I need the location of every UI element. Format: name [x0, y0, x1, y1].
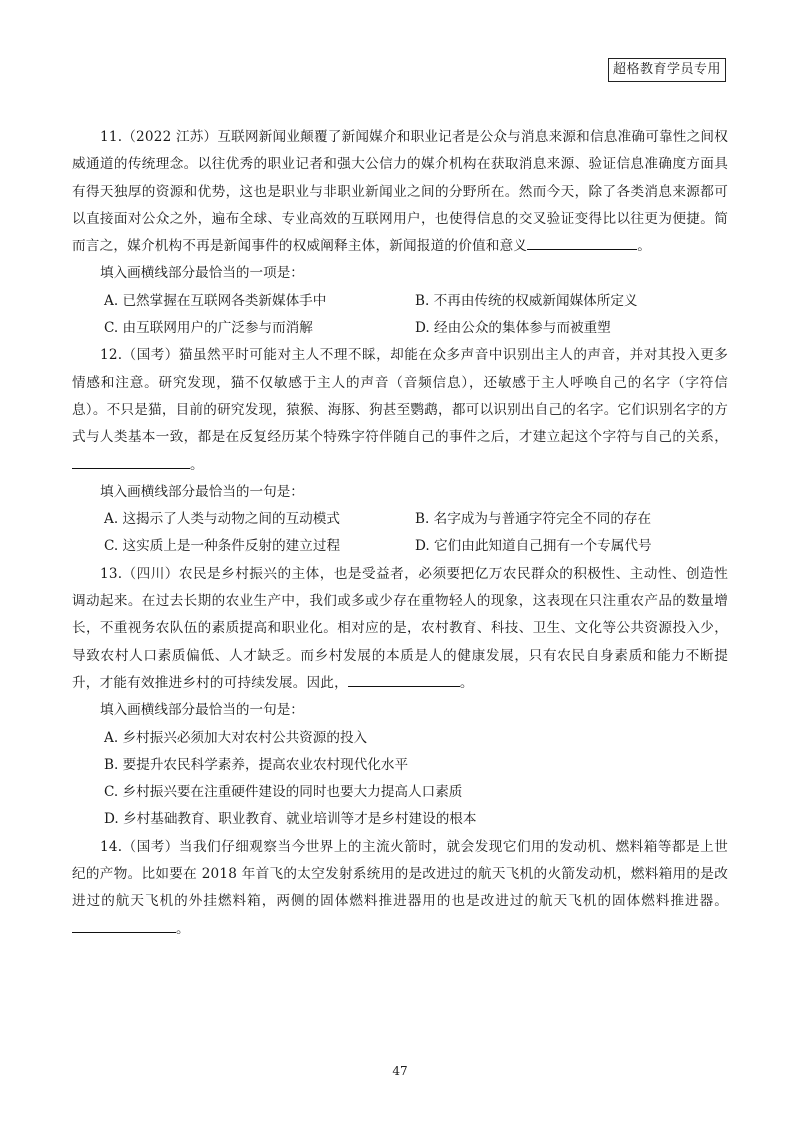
question-prompt: 填入画横线部分最恰当的一项是： [100, 265, 304, 282]
options-row [72, 533, 728, 560]
option-b: B. 要提升农民科学素养，提高农业农村现代化水平 [104, 756, 409, 773]
option-b: B. 名字成为与普通字符完全不同的存在 [415, 511, 652, 528]
stem-text: 14.（国考）当我们仔细观察当今世界上的主流火箭时，就会发现它们用的发动机、燃料箱等都是上世纪的产物。比如要在 2018 年首飞的太空发射系统用的是改进过的航天飞机的火箭发动机，燃料箱用的是改进过的航天飞机的外挂燃料箱，两侧的固体燃料推进器用的也是改进过的航天飞机的固体燃料推进器。 [72, 838, 728, 910]
question-13 [72, 561, 728, 834]
option-a: A. 这揭示了人类与动物之间的互动模式 [104, 511, 340, 528]
options-row [72, 288, 728, 315]
stem-text: 12.（国考）猫虽然平时可能对主人不理不睬，却能在众多声音中识别出主人的声音，并对其投入更多情感和注意。研究发现，猫不仅敏感于主人的声音（音频信息），还敏感于主人呼唤自己的名字（字符信息）。不只是猫，目前的研究发现，猿猴、海豚、狗甚至鹦鹉，都可以识别出自己的名字。它们识别名字的方式与人类基本一致，都是在反复经历某个特殊字符伴随自己的事件之后，才建立起这个字符与自己的关系， [72, 347, 728, 446]
answer-blank [348, 672, 460, 687]
option-c: C. 由互联网用户的广泛参与而消解 [104, 320, 313, 337]
question-prompt: 填入画横线部分最恰当的一句是： [100, 483, 304, 500]
page-number: 47 [392, 1064, 408, 1078]
stem-end: 。 [637, 238, 651, 255]
page-content [72, 124, 728, 943]
option-c: C. 这实质上是一种条件反射的建立过程 [104, 538, 341, 555]
stem-end: 。 [176, 920, 190, 937]
stem-end: 。 [459, 674, 474, 691]
question-stem [72, 561, 728, 697]
question-14 [72, 834, 728, 943]
option-a: A. 乡村振兴必须加大对农村公共资源的投入 [104, 729, 368, 746]
question-stem [72, 342, 728, 478]
question-prompt: 填入画横线部分最恰当的一句是： [100, 702, 304, 719]
answer-blank [72, 454, 190, 469]
option-b: B. 不再由传统的权威新闻媒体所定义 [415, 292, 638, 309]
stem-text: 11.（2022 江苏）互联网新闻业颠覆了新闻媒介和职业记者是公众与消息来源和信息准确可靠性之间权威通道的传统理念。以往优秀的职业记者和强大公信力的媒介机构在获取消息来源、验证信息准确度方面具有得天独厚的资源和优势，这也是职业与非职业新闻业之间的分野所在。然而今天，除了各类消息来源都可以直接面对公众之外，遍布全球、专业高效的互联网用户，也使得信息的交叉验证变得比以往更为便捷。简而言之，媒介机构不再是新闻事件的权威阐释主体，新闻报道的价值和意义 [72, 129, 728, 255]
question-12 [72, 342, 728, 560]
question-stem [72, 124, 728, 260]
question-11 [72, 124, 728, 342]
option-c: C. 乡村振兴要在注重硬件建设的同时也要大力提高人口素质 [104, 784, 463, 801]
option-d: D. 乡村基础教育、职业教育、就业培训等才是乡村建设的根本 [104, 811, 477, 828]
stem-text: 13.（四川）农民是乡村振兴的主体，也是受益者，必须要把亿万农民群众的积极性、主动性、创造性调动起来。在过去长期的农业生产中，我们或多或少存在重物轻人的现象，这表现在只注重农产品的数量增长，不重视务农队伍的素质提高和职业化。相对应的是，农村教育、科技、卫生、文化等公共资源投入少，导致农村人口素质偏低、人才缺乏。而乡村发展的本质是人的健康发展，只有农民自身素质和能力不断提升，才能有效推进乡村的可持续发展。因此， [72, 565, 728, 691]
answer-blank [72, 918, 176, 933]
header-badge: 超格教育学员专用 [608, 58, 726, 82]
options-row [72, 506, 728, 533]
option-d: D. 经由公众的集体参与而被重塑 [415, 320, 611, 337]
stem-end: 。 [190, 456, 204, 473]
answer-blank [527, 235, 637, 250]
question-stem [72, 834, 728, 943]
option-d: D. 它们由此知道自己拥有一个专属代号 [415, 538, 652, 555]
option-a: A. 已然掌握在互联网各类新媒体手中 [104, 292, 327, 309]
options-row [72, 315, 728, 342]
